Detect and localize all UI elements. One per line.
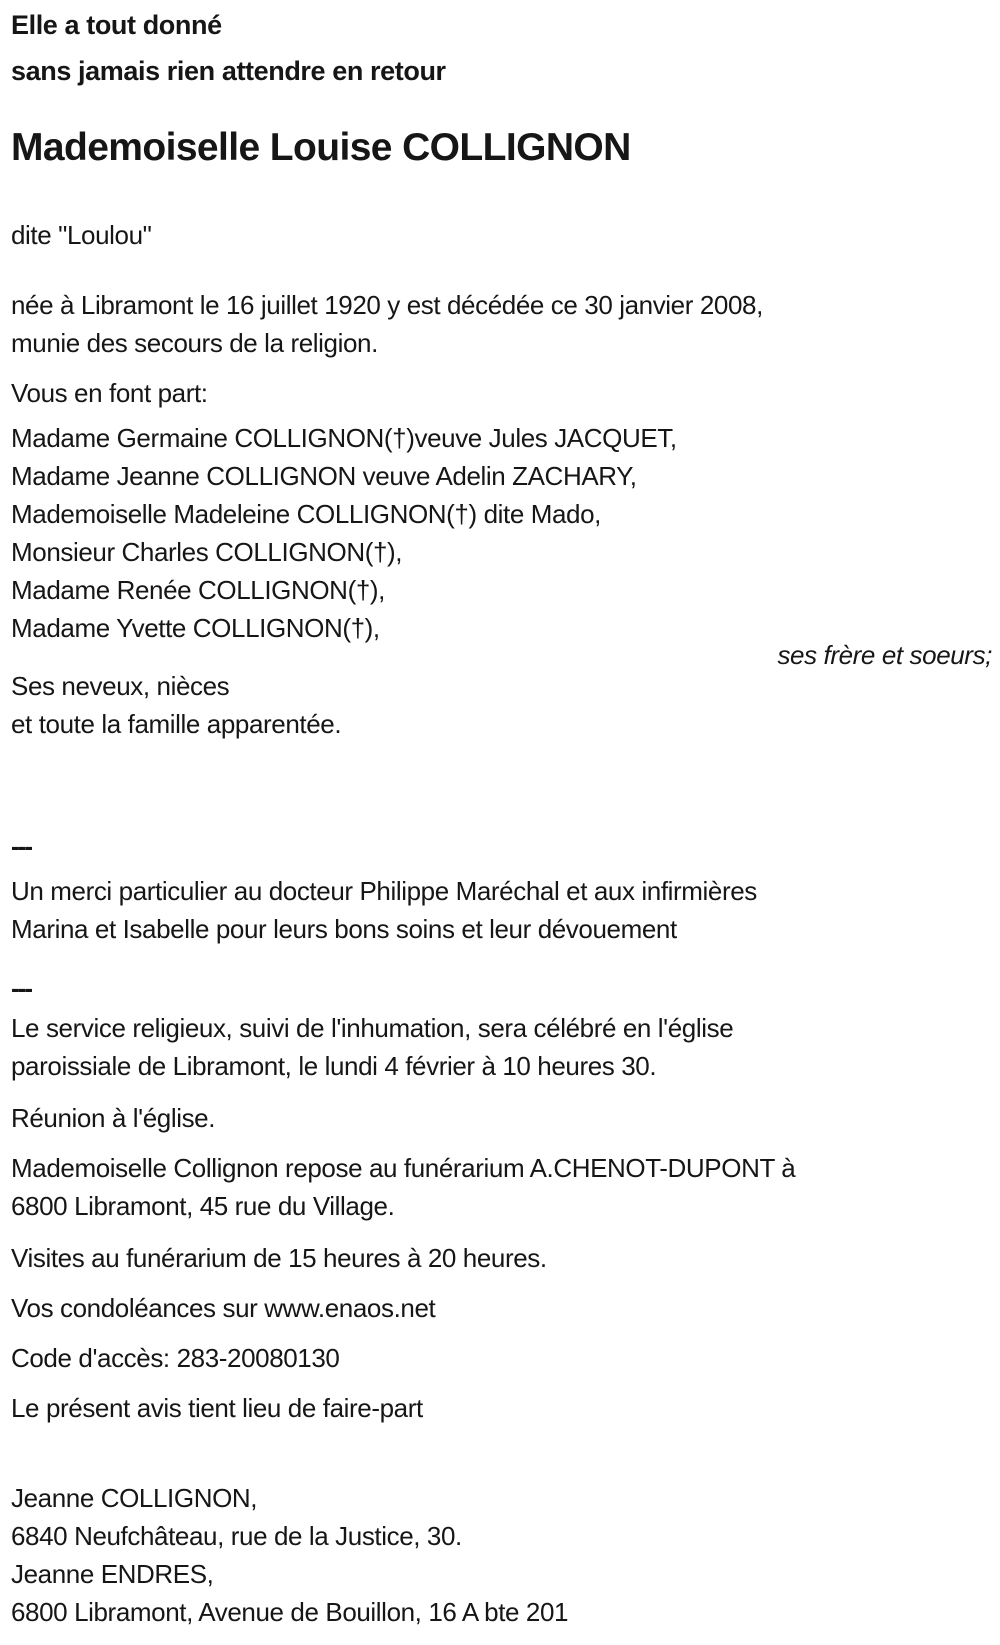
service-paragraph xyxy=(11,1009,992,1085)
condolences-website: Vos condoléances sur www.enaos.net xyxy=(11,1293,436,1323)
epigraph xyxy=(11,2,992,94)
thanks-line-2: Marina et Isabelle pour leurs bons soins et leur dévouement xyxy=(11,914,677,944)
contact-address-1: 6840 Neufchâteau, rue de la Justice, 30. xyxy=(11,1521,462,1551)
separator-1: --- xyxy=(11,831,31,861)
contact-name-2: Jeanne ENDRES, xyxy=(11,1559,214,1589)
family-member-2: Madame Jeanne COLLIGNON veuve Adelin ZACHARY, xyxy=(11,461,637,491)
epigraph-line-2: sans jamais rien attendre en retour xyxy=(11,56,446,86)
separator-2: --- xyxy=(11,973,31,1003)
contacts-block xyxy=(11,1479,992,1631)
service-line-1: Le service religieux, suivi de l'inhumation, sera célébré en l'église xyxy=(11,1013,734,1043)
life-dates-line-2: munie des secours de la religion. xyxy=(11,328,378,358)
church-meeting: Réunion à l'église. xyxy=(11,1103,216,1133)
family-member-5: Madame Renée COLLIGNON(†), xyxy=(11,575,385,605)
thanks-line-1: Un merci particulier au docteur Philippe Maréchal et aux infirmières xyxy=(11,876,757,906)
deceased-name: Mademoiselle Louise COLLIGNON xyxy=(11,126,631,169)
epigraph-line-1: Elle a tout donné xyxy=(11,10,222,40)
life-dates xyxy=(11,286,992,362)
family-members-list xyxy=(11,419,992,647)
access-code: Code d'accès: 283-20080130 xyxy=(11,1343,340,1373)
visiting-hours: Visites au funérarium de 15 heures à 20 heures. xyxy=(11,1243,547,1273)
family-member-6: Madame Yvette COLLIGNON(†), xyxy=(11,613,380,643)
contact-name-1: Jeanne COLLIGNON, xyxy=(11,1483,258,1513)
other-family xyxy=(11,667,992,743)
other-family-line-1: Ses neveux, nièces xyxy=(11,671,230,701)
other-family-line-2: et toute la famille apparentée. xyxy=(11,709,342,739)
family-member-1: Madame Germaine COLLIGNON(†)veuve Jules JACQUET, xyxy=(11,423,677,453)
family-member-3: Mademoiselle Madeleine COLLIGNON(†) dite Mado, xyxy=(11,499,601,529)
legal-notice: Le présent avis tient lieu de faire-part xyxy=(11,1393,423,1423)
funeral-home-line-2: 6800 Libramont, 45 rue du Village. xyxy=(11,1191,395,1221)
life-dates-line-1: née à Libramont le 16 juillet 1920 y est décédée ce 30 janvier 2008, xyxy=(11,290,763,320)
service-line-2: paroissiale de Libramont, le lundi 4 février à 10 heures 30. xyxy=(11,1051,657,1081)
contact-address-2: 6800 Libramont, Avenue de Bouillon, 16 A bte 201 xyxy=(11,1597,569,1627)
thanks-paragraph xyxy=(11,872,992,948)
announcement-intro: Vous en font part: xyxy=(11,378,208,408)
funeral-home-paragraph xyxy=(11,1149,992,1225)
nickname: dite "Loulou" xyxy=(11,220,152,250)
siblings-note: ses frère et soeurs; xyxy=(777,640,992,670)
family-member-4: Monsieur Charles COLLIGNON(†), xyxy=(11,537,403,567)
funeral-home-line-1: Mademoiselle Collignon repose au funérarium A.CHENOT-DUPONT à xyxy=(11,1153,796,1183)
